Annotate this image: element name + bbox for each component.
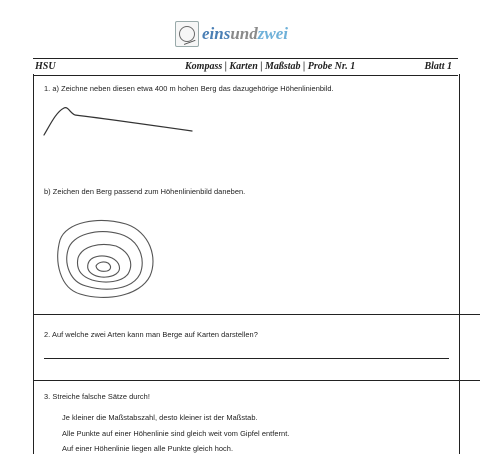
task3-sentence[interactable]: Auf einer Höhenlinie liegen alle Punkte gleich hoch. bbox=[62, 444, 234, 453]
worksheet-title: Kompass | Karten | Maßstab | Probe Nr. 1 bbox=[185, 61, 356, 72]
task3-instruction: 3. Streiche falsche Sätze durch! bbox=[44, 392, 150, 401]
sheet-number: Blatt 1 bbox=[424, 61, 452, 72]
task1b-text: b) Zeichen den Berg passend zum Höhenlinienbild daneben. bbox=[44, 187, 246, 196]
mountain-profile-sketch bbox=[44, 108, 192, 135]
answer-line[interactable] bbox=[44, 358, 449, 359]
contour-map-sketch bbox=[58, 221, 153, 298]
task1a-text: 1. a) Zeichne neben diesen etwa 400 m hohen Berg das dazugehörige Höhenlinienbild. bbox=[44, 84, 334, 93]
subject-label: HSU bbox=[35, 61, 56, 72]
task3-sentence[interactable]: Je kleiner die Maßstabszahl, desto kleiner ist der Maßstab. bbox=[62, 413, 258, 422]
task3-sentence[interactable]: Alle Punkte auf einer Höhenlinie sind gleich weit vom Gipfel entfernt. bbox=[62, 429, 290, 438]
task2-question: 2. Auf welche zwei Arten kann man Berge auf Karten darstellen? bbox=[44, 330, 258, 339]
logo-text: einsundzwei bbox=[202, 24, 288, 43]
